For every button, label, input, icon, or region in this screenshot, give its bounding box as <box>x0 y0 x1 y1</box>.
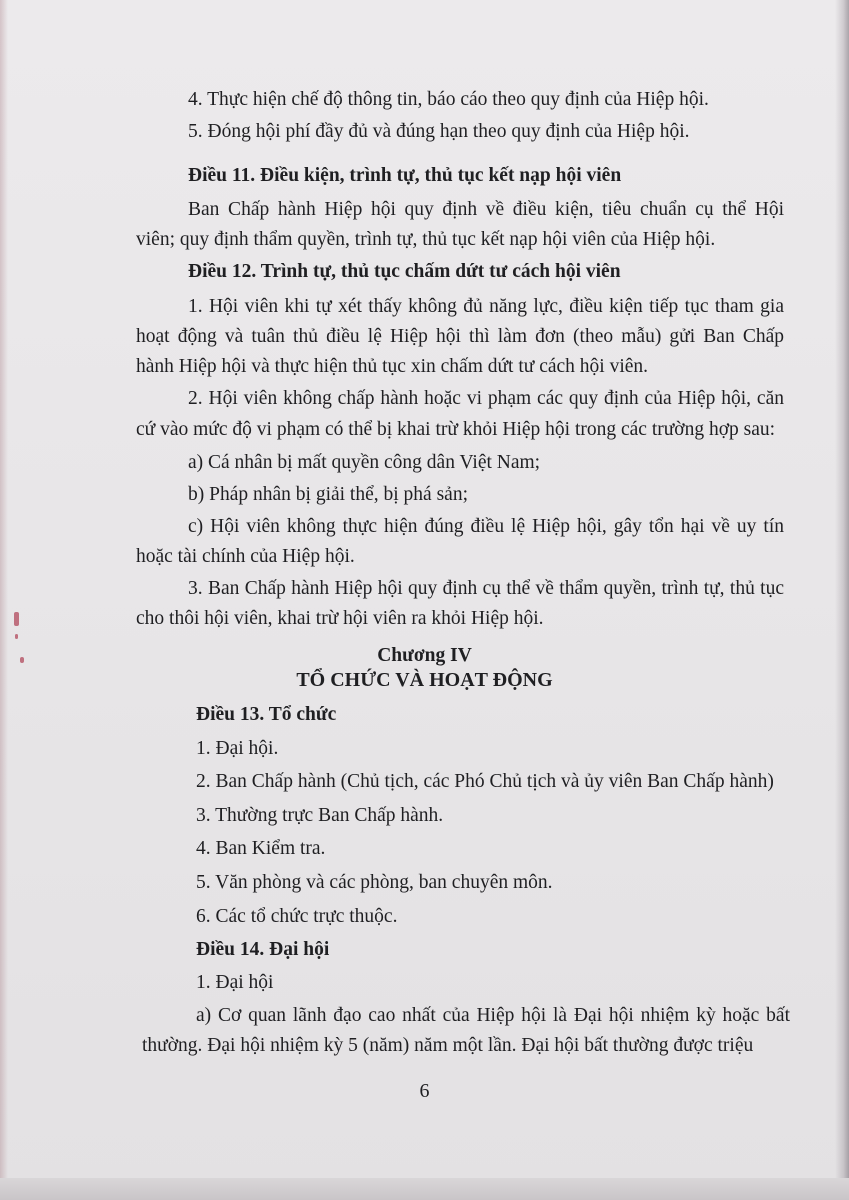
text-line: 6. Các tổ chức trực thuộc. <box>196 906 398 927</box>
page-bottom-strip <box>0 1178 849 1200</box>
text-line: a) Cá nhân bị mất quyền công dân Việt Nam; <box>188 452 541 473</box>
text-line: c) Hội viên không thực hiện đúng điều lệ Hiệp hội, gây tổn hại về uy tín <box>188 516 784 537</box>
article-heading: Điều 13. Tổ chức <box>196 704 337 725</box>
article-heading: Điều 11. Điều kiện, trình tự, thủ tục kết nạp hội viên <box>188 165 622 186</box>
text-line: cho thôi hội viên, khai trừ hội viên ra khỏi Hiệp hội. <box>136 608 544 629</box>
text-line: hoạt động và tuân thủ điều lệ Hiệp hội thì làm đơn (theo mẫu) gửi Ban Chấp <box>136 326 784 347</box>
margin-mark <box>15 634 18 639</box>
chapter-subtitle: TỔ CHỨC VÀ HOẠT ĐỘNG <box>296 669 553 691</box>
text-line: 4. Ban Kiểm tra. <box>196 838 326 859</box>
text-line: 3. Ban Chấp hành Hiệp hội quy định cụ thể về thẩm quyền, trình tự, thủ tục <box>188 578 784 599</box>
text-line: Ban Chấp hành Hiệp hội quy định về điều kiện, tiêu chuẩn cụ thể Hội <box>188 199 784 220</box>
text-line: viên; quy định thẩm quyền, trình tự, thủ tục kết nạp hội viên của Hiệp hội. <box>136 229 716 250</box>
chapter-title: Chương IV <box>377 645 472 666</box>
margin-mark <box>14 612 19 626</box>
article-heading: Điều 12. Trình tự, thủ tục chấm dứt tư cách hội viên <box>188 261 621 282</box>
text-line: 5. Văn phòng và các phòng, ban chuyên môn. <box>196 872 553 893</box>
text-line: 1. Đại hội. <box>196 738 279 759</box>
text-line: 2. Ban Chấp hành (Chủ tịch, các Phó Chủ tịch và ủy viên Ban Chấp hành) <box>196 771 774 792</box>
text-line: cứ vào mức độ vi phạm có thể bị khai trừ khỏi Hiệp hội trong các trường hợp sau: <box>136 419 776 440</box>
page-right-edge-shadow <box>835 0 849 1200</box>
text-line: a) Cơ quan lãnh đạo cao nhất của Hiệp hội là Đại hội nhiệm kỳ hoặc bất <box>196 1005 790 1026</box>
text-line: 2. Hội viên không chấp hành hoặc vi phạm các quy định của Hiệp hội, căn <box>188 388 784 409</box>
text-line: thường. Đại hội nhiệm kỳ 5 (năm) năm một lần. Đại hội bất thường được triệu <box>142 1035 754 1056</box>
text-line: hành Hiệp hội và thực hiện thủ tục xin chấm dứt tư cách hội viên. <box>136 356 649 377</box>
text-line: 5. Đóng hội phí đầy đủ và đúng hạn theo quy định của Hiệp hội. <box>188 121 690 142</box>
article-heading: Điều 14. Đại hội <box>196 939 330 960</box>
text-line: 3. Thường trực Ban Chấp hành. <box>196 805 444 826</box>
page-number: 6 <box>419 1080 430 1102</box>
text-line: b) Pháp nhân bị giải thể, bị phá sản; <box>188 484 468 505</box>
text-line: hoặc tài chính của Hiệp hội. <box>136 546 355 567</box>
page-left-edge-shadow <box>0 0 8 1200</box>
text-line: 1. Đại hội <box>196 972 274 993</box>
text-line: 1. Hội viên khi tự xét thấy không đủ năng lực, điều kiện tiếp tục tham gia <box>188 296 784 317</box>
text-line: 4. Thực hiện chế độ thông tin, báo cáo theo quy định của Hiệp hội. <box>188 89 709 110</box>
